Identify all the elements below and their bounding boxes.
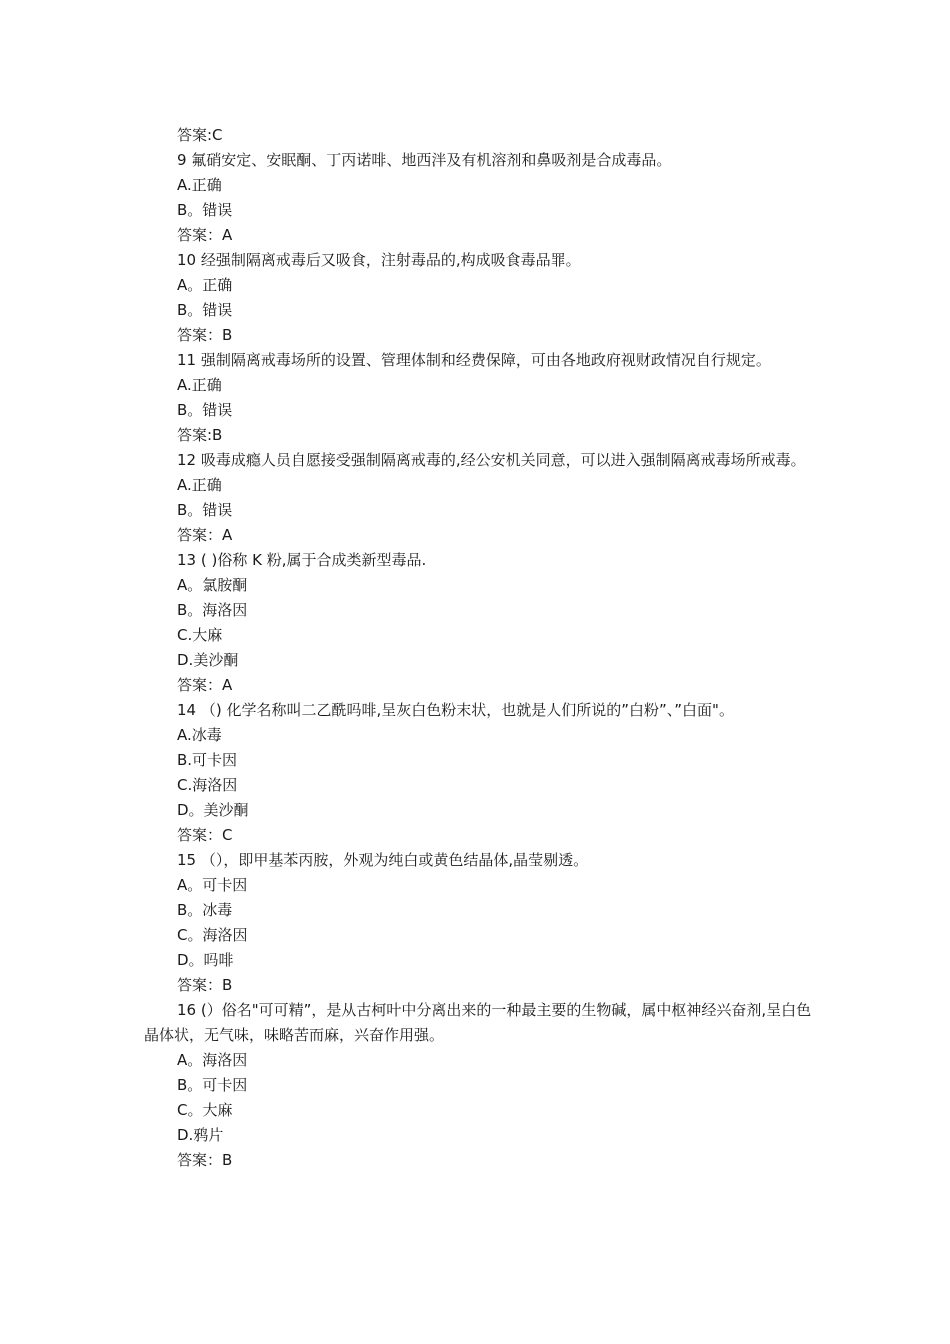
option-line: C。海洛因 [177,926,248,944]
answer-line: 答案:C [177,126,223,144]
question-line: 15 （），即甲基苯丙胺，外观为纯白或黄色结晶体,晶莹剔透。 [177,851,589,869]
document-body [144,123,816,1173]
option-line: B。冰毒 [177,901,233,919]
option-line: B.可卡因 [177,751,238,769]
answer-line: 答案：A [177,226,233,244]
question-line: 13 ( )俗称 K 粉,属于合成类新型毒品. [177,551,427,569]
answer-line: 答案：A [177,526,233,544]
option-line: A。可卡因 [177,876,248,894]
option-line: D。吗啡 [177,951,234,969]
option-line: C。大麻 [177,1101,233,1119]
option-line: A.正确 [177,176,222,194]
question-line: 10 经强制隔离戒毒后又吸食，注射毒品的,构成吸食毒品罪。 [177,251,581,269]
option-line: A.正确 [177,376,222,394]
option-line: C.海洛因 [177,776,238,794]
answer-line: 答案:B [177,426,223,444]
option-line: B。错误 [177,401,233,419]
option-line: D.美沙酮 [177,651,239,669]
option-line: A.冰毒 [177,726,222,744]
option-line: A.正确 [177,476,222,494]
answer-line: 答案：C [177,826,233,844]
option-line: A。氯胺酮 [177,576,248,594]
option-line: A。海洛因 [177,1051,248,1069]
answer-line: 答案：B [177,976,233,994]
answer-line: 答案：B [177,1151,233,1169]
option-line: D.鸦片 [177,1126,224,1144]
option-line: B。错误 [177,201,233,219]
question-line: 9 氟硝安定、安眠酮、丁丙诺啡、地西泮及有机溶剂和鼻吸剂是合成毒品。 [177,151,672,169]
option-line: A。正确 [177,276,233,294]
option-line: D。美沙酮 [177,801,249,819]
option-line: B。错误 [177,301,233,319]
question-line: 11 强制隔离戒毒场所的设置、管理体制和经费保障，可由各地政府视财政情况自行规定。 [177,351,771,369]
option-line: B。海洛因 [177,601,248,619]
option-line: B。错误 [177,501,233,519]
option-line: C.大麻 [177,626,223,644]
answer-line: 答案：A [177,676,233,694]
question-line: 12 吸毒成瘾人员自愿接受强制隔离戒毒的,经公安机关同意，可以进入强制隔离戒毒场所戒毒。 [177,451,806,469]
answer-line: 答案：B [177,326,233,344]
question-line: 14 （) 化学名称叫二乙酰吗啡,呈灰白色粉末状，也就是人们所说的”白粉”、”白面"。 [177,701,734,719]
option-line: B。可卡因 [177,1076,248,1094]
question-line: 16 (）俗名"可可精”，是从古柯叶中分离出来的一种最主要的生物碱，属中枢神经兴奋剂,呈白色晶体状，无气味，味略苦而麻，兴奋作用强。 [144,1001,812,1044]
